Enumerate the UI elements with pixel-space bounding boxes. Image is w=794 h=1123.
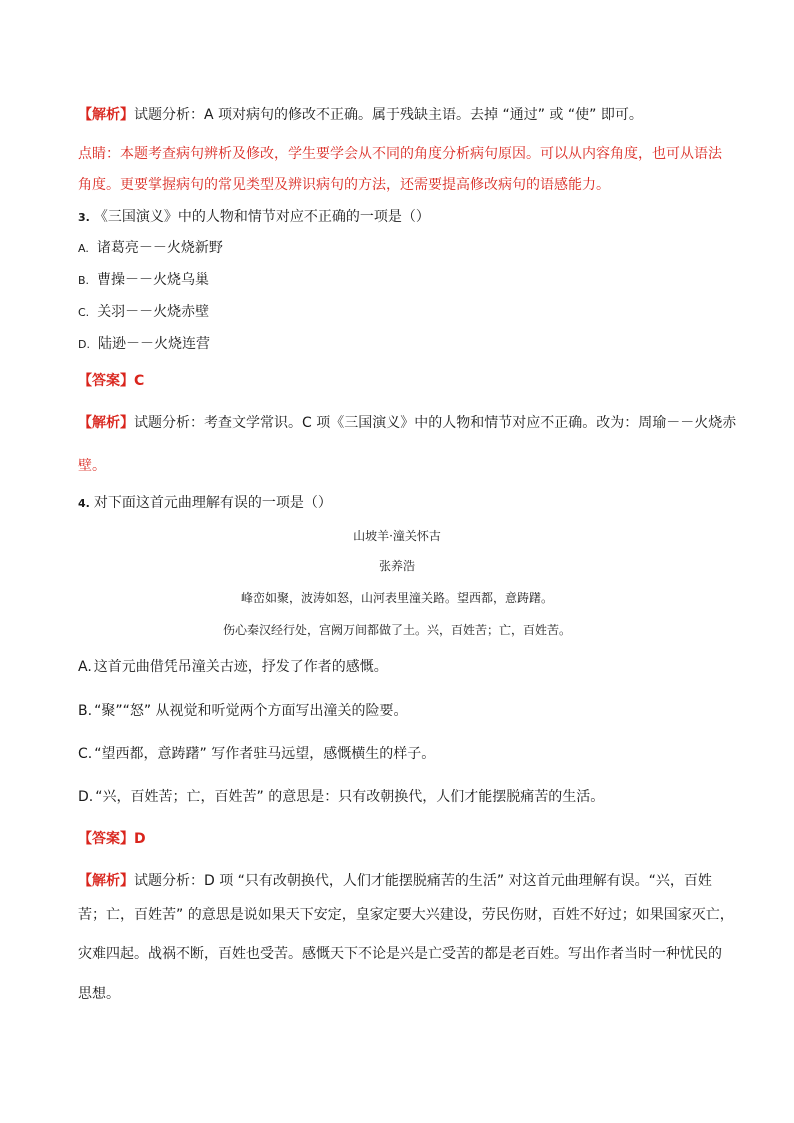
option-letter: B. <box>78 274 90 287</box>
answer-value: D <box>134 831 146 847</box>
analysis-tag: 【解析】 <box>78 873 134 889</box>
q4-analysis-line-3: 灾难四起。战祸不断，百姓也受苦。感慨天下不论是兴是亡受苦的都是老百姓。写出作者当时一种忧民的 <box>78 946 722 962</box>
option-letter: A. <box>78 242 89 255</box>
q4-option-b <box>78 701 408 721</box>
q4-analysis-line-4: 思想。 <box>78 986 120 1002</box>
q4-option-c <box>78 744 435 764</box>
analysis-line <box>78 105 643 125</box>
analysis-text: 试题分析：A 项对病句的修改不正确。属于残缺主语。去掉 “通过” 或 “使” 即可。 <box>134 107 643 123</box>
poem-author: 张养浩 <box>378 559 415 573</box>
analysis-text: 试题分析：D 项 “只有改朝换代，人们才能摆脱痛苦的生活” 对这首元曲理解有误。“兴，百姓 <box>134 873 712 889</box>
question-text: 对下面这首元曲理解有误的一项是（） <box>93 495 332 511</box>
question-text: 《三国演义》中的人物和情节对应不正确的一项是（） <box>93 209 430 225</box>
option-letter: C. <box>78 306 90 319</box>
poem-title: 山坡羊·潼关怀古 <box>353 529 441 543</box>
q4-analysis-line-2: 苦；亡，百姓苦” 的意思是说如果天下安定，皇家定要大兴建设，劳民伤财，百姓不好过；如果国家灭亡， <box>78 907 734 923</box>
question-number: 4. <box>78 497 90 510</box>
answer-tag: 【答案】 <box>78 831 134 847</box>
q3-option-c <box>78 302 209 323</box>
q3-option-d <box>78 334 210 355</box>
poem-line-2: 伤心秦汉经行处，宫阙万间都做了土。兴，百姓苦；亡，百姓苦。 <box>222 623 571 637</box>
answer-value: C <box>134 373 145 389</box>
option-letter: A. <box>78 659 92 675</box>
option-text: “兴，百姓苦；亡，百姓苦” 的意思是：只有改朝换代，人们才能摆脱痛苦的生活。 <box>95 789 605 805</box>
q4-option-a <box>78 657 388 677</box>
option-text: 曹操－－火烧乌巢 <box>97 272 210 288</box>
q3-option-b <box>78 270 209 291</box>
option-text: 诸葛亮－－火烧新野 <box>96 240 223 256</box>
q3-answer <box>78 371 144 391</box>
q4-analysis-line-1 <box>78 871 712 891</box>
analysis-tag: 【解析】 <box>78 107 134 123</box>
option-text: 陆逊－－火烧连营 <box>97 336 210 352</box>
option-text: 这首元曲借凭吊潼关古迹，抒发了作者的感慨。 <box>93 659 388 675</box>
q4-option-d <box>78 787 604 807</box>
question-3-stem <box>78 207 430 228</box>
option-text: “聚”“怒” 从视觉和听觉两个方面写出潼关的险要。 <box>94 703 408 719</box>
question-number: 3. <box>78 211 90 224</box>
answer-tag: 【答案】 <box>78 373 134 389</box>
note-line-1: 点睛：本题考查病句辨析及修改，学生要学会从不同的角度分析病句原因。可以从内容角度，也可从语法 <box>78 146 722 162</box>
option-letter: C. <box>78 746 93 762</box>
q3-analysis-line-2: 壁。 <box>78 458 106 474</box>
question-4-stem <box>78 493 332 514</box>
q3-option-a <box>78 238 223 259</box>
option-letter: D. <box>78 789 94 805</box>
analysis-text: 试题分析：考查文学常识。C 项《三国演义》中的人物和情节对应不正确。改为：周瑜－－火烧赤 <box>134 415 737 431</box>
poem-line-1: 峰峦如聚，波涛如怒，山河表里潼关路。望西都，意踌躇。 <box>240 591 553 605</box>
option-text: 关羽－－火烧赤壁 <box>97 304 210 320</box>
option-letter: B. <box>78 703 93 719</box>
analysis-tag: 【解析】 <box>78 415 134 431</box>
option-text: “望西都，意踌躇” 写作者驻马远望，感慨横生的样子。 <box>94 746 436 762</box>
q4-answer <box>78 829 146 849</box>
q3-analysis-line-1 <box>78 413 736 433</box>
option-letter: D. <box>78 338 90 351</box>
note-line-2: 角度。更要掌握病句的常见类型及辨识病句的方法，还需要提高修改病句的语感能力。 <box>78 177 610 193</box>
